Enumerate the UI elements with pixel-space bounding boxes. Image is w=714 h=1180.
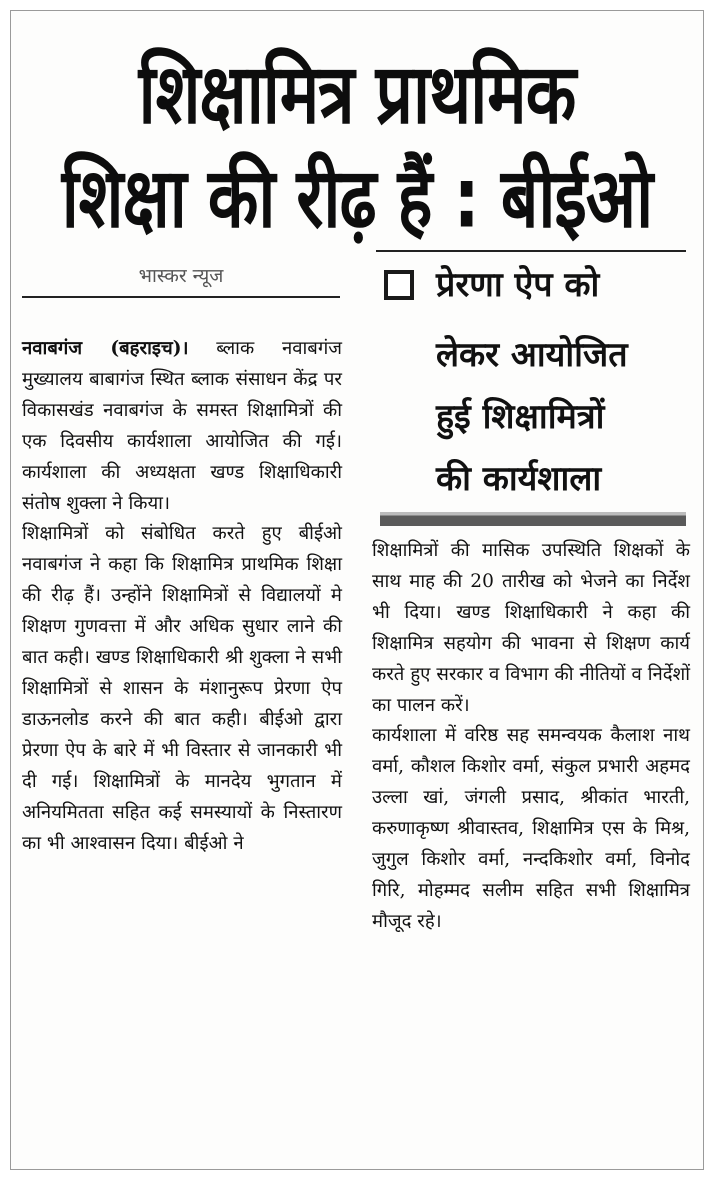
article-paragraph: कार्यशाला में वरिष्ठ सह समन्वयक कैलाश नाथ वर्मा, कौशल किशोर वर्मा, संकुल प्रभारी अहमद उल्ला खां, जंगली प्रसाद, श्रीकांत भारती, करुणाकृष्ण श्रीवास्तव, शिक्षामित्र एस के मिश्र, जुगुल किशोर वर्मा, नन्दकिशोर वर्मा, विनोद गिरि, मोहम्मद सलीम सहित सभी शिक्षामित्र मौजूद रहे। (372, 725, 690, 932)
subheadline-line-2: लेकर आयोजित (436, 335, 628, 375)
byline: भास्कर न्यूज (138, 265, 224, 287)
article-paragraph: शिक्षामित्रों की मासिक उपस्थिति शिक्षकों के साथ माह की 20 तारीख को भेजने का निर्देश भी दिया। खण्ड शिक्षाधिकारी ने कहा की शिक्षामित्र सहयोग की भावना से शिक्षण कार्य करते हुए सरकार व विभाग की नीतियों व निर्देशों का पालन करें। (372, 540, 690, 716)
article-paragraph: शिक्षामित्रों को संबोधित करते हुए बीईओ नवाबगंज ने कहा कि शिक्षामित्र प्राथमिक शिक्षा की रीढ़ हैं। उन्होंने शिक्षामित्रों से विद्यालयों मे शिक्षण गुणवत्ता में और अधिक सुधार लाने की बात कही। खण्ड शिक्षाधिकारी श्री शुक्ला ने सभी शिक्षामित्रों से शासन के मंशानुरूप प्रेरणा ऐप डाऊनलोड करने की बात कही। बीईओ द्वारा प्रेरणा ऐप के बारे में भी विस्तार से जानकारी भी दी गई। शिक्षामित्रों के मानदेय भुगतान में अनियमितता सहित कई समस्यायों के निस्तारण का भी आश्वासन दिया। बीईओ ने (22, 523, 342, 854)
subheadline-line-3: हुई शिक्षामित्रों (436, 397, 605, 437)
subheadline-line-1: प्रेरणा ऐप को (436, 265, 600, 305)
subheadline-top-divider (376, 250, 686, 252)
article-paragraph (22, 334, 342, 519)
headline-line-1: शिक्षामित्र प्राथमिक (138, 45, 576, 143)
dateline: नवाबगंज (बहराइच)। (22, 338, 189, 359)
article-left-column (22, 334, 342, 859)
subheadline-bottom-bar (380, 512, 686, 526)
byline-divider (22, 296, 340, 298)
paragraph-text: ब्लाक नवाबगंज मुख्यालय बाबागंज स्थित ब्लाक संसाधन केंद्र पर विकासखंड नवाबगंज के समस्त शिक्षामित्रों की एक दिवसीय कार्यशाला आयोजित की गई। कार्यशाला की अध्यक्षता खण्ड शिक्षाधिकारी संतोष शुक्ला ने किया। (22, 338, 342, 514)
article-right-column (372, 536, 690, 938)
headline-line-2: शिक्षा की रीढ़ हैं : बीईओ (61, 149, 653, 247)
checkbox-square-icon (384, 270, 414, 300)
subheadline-line-4: की कार्यशाला (436, 459, 602, 499)
